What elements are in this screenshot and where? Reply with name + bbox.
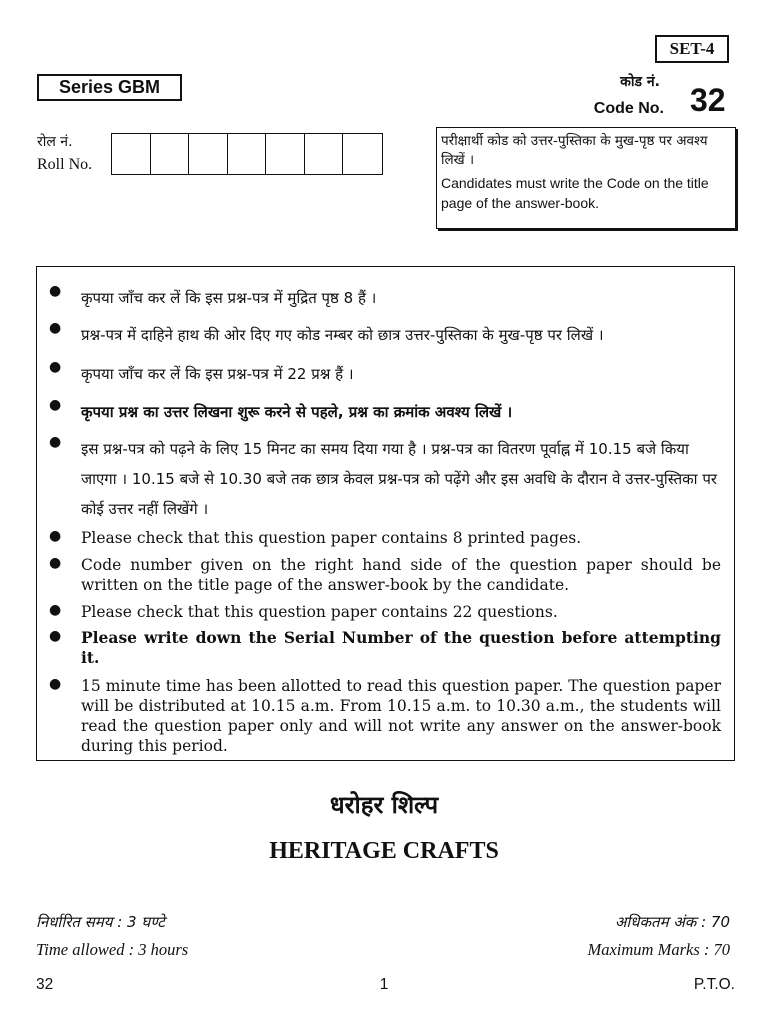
instruction-english: Please check that this question paper contains 22 questions. [81,603,558,621]
instruction-hindi: इस प्रश्न-पत्र को पढ़ने के लिए 15 मिनट का समय दिया गया है । प्रश्न-पत्र का वितरण पूर्वाह्न में 10.15 बजे किया जाएगा । 10.15 बजे से 10.30 बजे तक छात्र केवल प्रश्न-पत्र को पढ़ेंगे और इस अवधि के दौरान वे उत्तर-पुस्तिका पर कोई उत्तर नहीं लिखेंगे । [81,440,717,518]
code-instruction-hindi: परीक्षार्थी कोड को उत्तर-पुस्तिका के मुख-पृष्ठ पर अवश्य लिखें । [441,133,708,168]
code-label-hindi: कोड नं. [620,74,660,90]
bullet-icon: ● [49,320,62,336]
code-number: 32 [690,82,726,118]
roll-label-english: Roll No. [37,156,93,173]
bullet-icon: ● [49,397,62,413]
bullet-icon: ● [49,283,62,299]
series-label: Series GBM [37,74,182,101]
subject-title-english: HERITAGE CRAFTS [269,838,499,864]
set-label: SET-4 [655,35,729,63]
roll-box[interactable] [189,134,228,174]
bullet-icon: ● [49,628,62,644]
instructions-box [36,266,735,761]
roll-box[interactable] [112,134,151,174]
box-shadow [438,229,738,231]
code-label-english: Code No. [593,100,664,117]
roll-box[interactable] [266,134,305,174]
bullet-icon: ● [49,555,62,571]
instruction-english: Code number given on the right hand side of the question paper should be written on the title page of the answer-book by the candidate. [81,556,721,594]
roll-box[interactable] [343,134,382,174]
bullet-icon: ● [49,359,62,375]
bullet-icon: ● [49,528,62,544]
code-instruction-box [436,127,736,229]
instruction-english: 15 minute time has been allotted to read this question paper. The question paper will be distributed at 10.15 a.m. From 10.15 a.m. to 10.30 a.m., the students will read the question paper only and will not write any answer on the answer-book during this period. [81,677,721,755]
instruction-english: Please check that this question paper contains 8 printed pages. [81,529,582,547]
subject-title-hindi: धरोहर शिल्प [329,791,439,819]
instruction-hindi: प्रश्न-पत्र में दाहिने हाथ की ओर दिए गए कोड नम्बर को छात्र उत्तर-पुस्तिका के मुख-पृष्ठ पर लिखें । [81,326,604,344]
roll-box[interactable] [228,134,267,174]
roll-number-boxes[interactable] [111,133,383,175]
time-allowed-english: Time allowed : 3 hours [36,940,189,959]
footer-code: 32 [36,976,54,993]
bullet-icon: ● [49,434,62,450]
bullet-icon: ● [49,676,62,692]
roll-box[interactable] [151,134,190,174]
pto-label: P.T.O. [693,976,735,993]
time-allowed-hindi: निर्धारित समय : 3 घण्टे [36,913,165,931]
roll-label-hindi: रोल नं. [37,134,73,150]
bullet-icon: ● [49,602,62,618]
instruction-hindi: कृपया जाँच कर लें कि इस प्रश्न-पत्र में 22 प्रश्न हैं । [81,365,354,383]
instruction-english: Please write down the Serial Number of the question before attempting it. [81,628,721,667]
instruction-hindi: कृपया प्रश्न का उत्तर लिखना शुरू करने से पहले, प्रश्न का क्रमांक अवश्य लिखें । [81,403,513,421]
box-shadow [736,129,738,231]
page-number: 1 [379,976,389,993]
roll-box[interactable] [305,134,344,174]
maximum-marks-hindi: अधिकतम अंक : 70 [614,913,730,931]
code-instruction-english: Candidates must write the Code on the title page of the answer-book. [441,175,709,211]
instruction-hindi: कृपया जाँच कर लें कि इस प्रश्न-पत्र में मुद्रित पृष्ठ 8 हैं । [81,289,377,307]
maximum-marks-english: Maximum Marks : 70 [587,940,730,959]
